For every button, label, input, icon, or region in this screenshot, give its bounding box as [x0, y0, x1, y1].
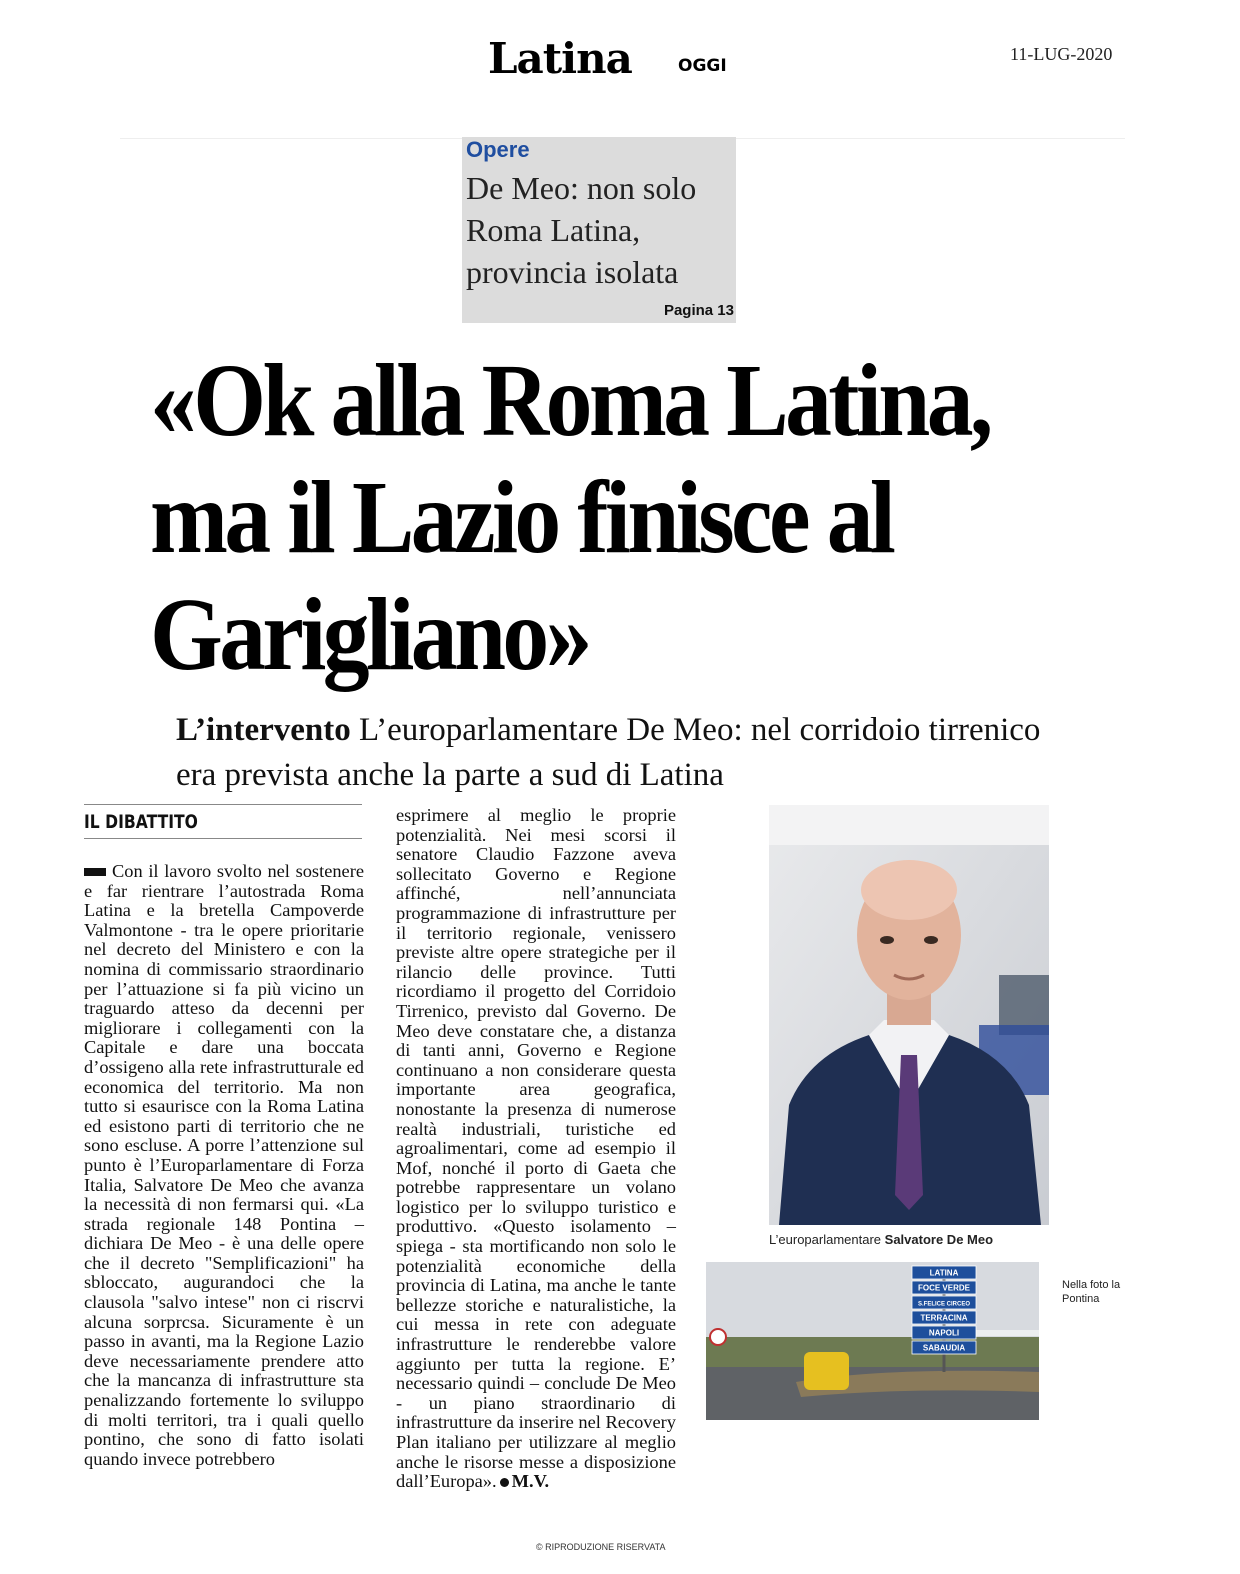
teaser-page-ref: Pagina 13 [663, 302, 734, 319]
byline-dot-icon [500, 1478, 509, 1487]
article-summary [176, 708, 1076, 798]
direction-sign-label: S.FELICE CIRCEO [917, 1301, 971, 1308]
article-headline: «Ok alla Roma Latina, ma il Lazio finisce al Garigliano» [150, 343, 990, 692]
rubric-rule-bottom [84, 838, 362, 839]
teaser-kicker: Opere [466, 137, 530, 162]
masthead-logo: Latina [488, 34, 632, 83]
summary-kicker: L’intervento [176, 712, 351, 748]
rubric-rule-top [84, 804, 362, 805]
body-column-2-text: esprimere al meglio le proprie potenzialità. Nei mesi scorsi il senatore Claudio Fazzone aveva sollecitato Governo e Regione affinché, nell’annunciata programmazione di infrastrutture per il territorio regionale, venissero previste altre opere strategiche per il rilancio delle province. Tutti ricordiamo il progetto del Corridoio Tirrenico, previsto dal Governo. De Meo deve constatare che, a distanza di tanti anni, Governo e Regione continuano a non considerare questa importante area geografica, nonostante la presenza di numerose realtà industriali, turistiche ed agroalimentari, come ad esempio il Mof, nonché il porto di Gaeta che potrebbe rappresentare un volano logistico per lo sviluppo turistico e produttivo. «Questo isolamento – spiega - sta mortificando non solo le potenzialità economiche della provincia di Latina, ma anche le tante bellezze storiche e naturalistiche, la cui messa in rete con adeguate infrastrutture le renderebbe valore aggiunto per tutta la regione. E’ necessario quindi – conclude De Meo - un piano straordinario di infrastrutture da inserire nel Recovery Plan italiano per utilizzare al meglio anche le risorse messe a disposizione dall’Europa». [396, 805, 676, 1492]
direction-sign-label: LATINA [929, 1268, 959, 1278]
portrait-caption [769, 1232, 993, 1247]
publication-date: 11-LUG-2020 [1010, 44, 1113, 64]
caption-prefix: L’europarlamentare [769, 1232, 882, 1247]
caption-name: Salvatore De Meo [884, 1232, 994, 1247]
summary-text: L’europarlamentare De Meo: nel corridoio tirrenico era prevista anche la parte a sud di Latina [176, 712, 1041, 793]
body-column-1-text: Con il lavoro svolto nel sostenere e far rientrare l’autostrada Roma Latina e la bretella Campoverde Valmontone - tra le opere prioritarie nel decreto del Ministero e con la nomina di commissario straordinario per l’attuazione si fa più vicino un traguardo atteso da decenni per migliorare i collegamenti con la Capitale e dare una boccata d’ossigeno alla rete infrastrutturale ed economica del territorio. Ma non tutto si esaurisce con la Roma Latina ed esistono parti di territorio che ne sono escluse. A porre l’attenzione sul punto è l’Europarlamentare di Forza Italia, Salvatore De Meo che avanza la necessità di non fermarsi qui. «La strada regionale 148 Pontina – dichiara De Meo - è una delle opere che il decreto "Semplificazioni" ha sbloccato, augurandoci che la clausola "salvo intese" non ci riscrvi alcuna sorprcsa. Sicuramente è un passo in avanti, ma la Regione Lazio deve necessariamente prendere atto che la mancanza di infrastrutture sta penalizzando fortemente lo sviluppo di molti territori, tra i quali quello pontino, che sono di fatto isolati quando invece potrebbero [84, 861, 364, 1469]
copyright-notice: © RIPRODUZIONE RISERVATA [536, 1542, 666, 1552]
road-photo-caption: Nella foto la Pontina [1062, 1279, 1121, 1305]
direction-sign [912, 1266, 976, 1279]
direction-sign [912, 1296, 976, 1309]
teaser-box [462, 137, 736, 323]
direction-sign [912, 1281, 976, 1294]
direction-sign-label: NAPOLI [928, 1328, 960, 1338]
road-illustration [706, 1262, 1039, 1420]
portrait-illustration [769, 805, 1049, 1225]
portrait-photo [769, 805, 1049, 1225]
body-column-2 [396, 806, 676, 1492]
direction-sign-label: FOCE VERDE [917, 1283, 971, 1293]
direction-sign [912, 1311, 976, 1324]
article-byline: M.V. [511, 1471, 550, 1492]
direction-sign-label: TERRACINA [920, 1313, 968, 1323]
teaser-title: De Meo: non solo Roma Latina, provincia isolata [466, 170, 697, 290]
section-rubric: IL DIBATTITO [84, 811, 198, 833]
direction-sign [912, 1326, 976, 1339]
direction-sign [912, 1341, 976, 1354]
body-column-1 [84, 862, 364, 1469]
road-photo [706, 1262, 1039, 1420]
direction-sign-label: SABAUDIA [922, 1343, 966, 1353]
masthead-subtitle: OGGI [678, 56, 727, 76]
lead-bullet-icon [84, 868, 106, 876]
